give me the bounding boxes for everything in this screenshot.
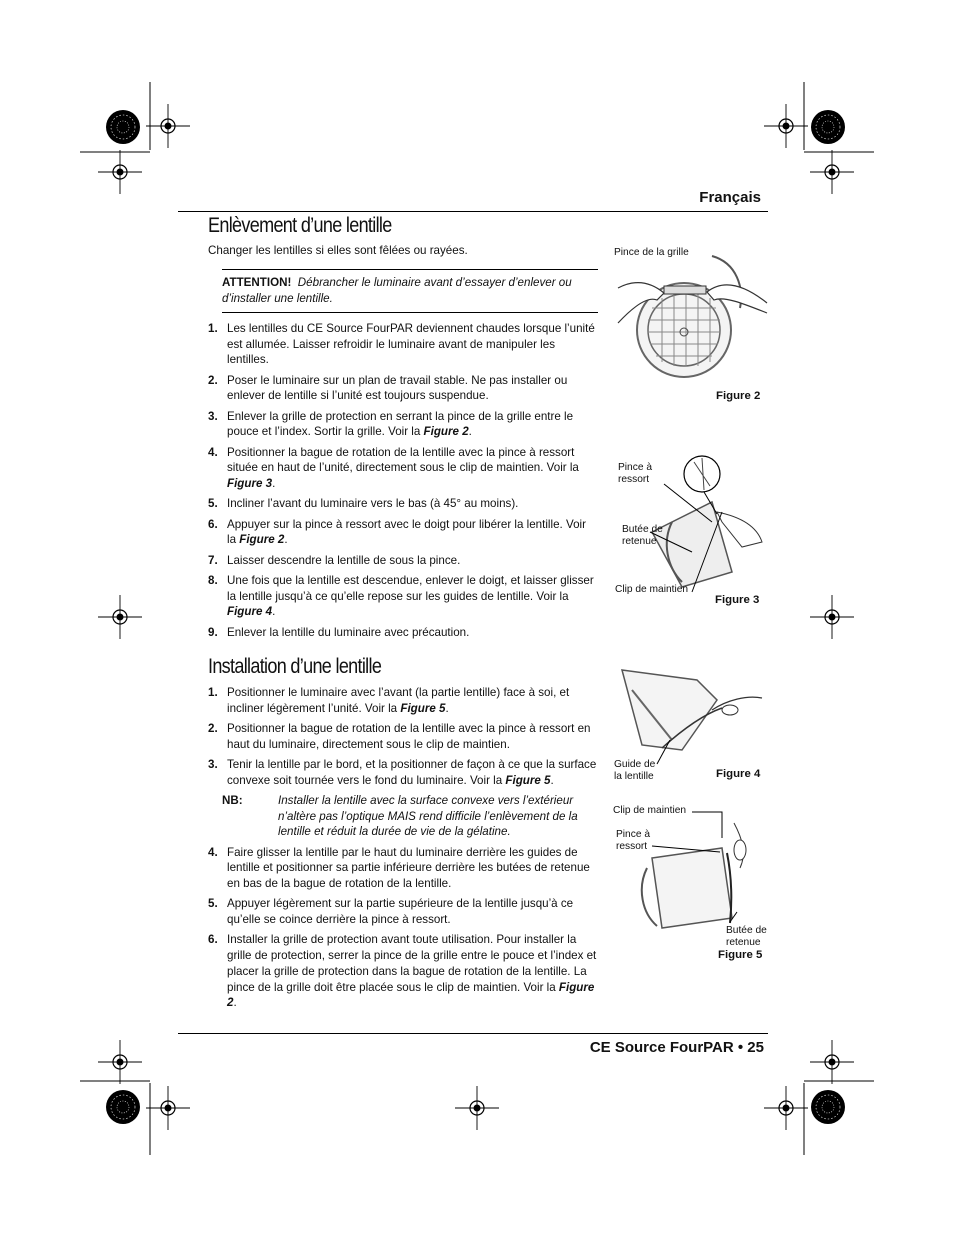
step-text: Laisser descendre la lentille de sous la pince.	[227, 553, 461, 567]
step-text: Appuyer légèrement sur la partie supérieure de la lentille jusqu’à ce qu’elle se coince derrière la pince à ressort.	[227, 897, 574, 927]
step-text: Incliner l’avant du luminaire vers le bas (à 45° au moins).	[227, 497, 519, 511]
step-end: .	[284, 533, 288, 547]
star-target-icon	[811, 1090, 845, 1124]
attention-label: ATTENTION!	[222, 276, 292, 289]
step-item	[208, 845, 598, 892]
section-title-removal: Enlèvement d’une lentille	[208, 214, 392, 237]
figure-2-illustration	[612, 248, 772, 383]
step-item	[208, 517, 598, 548]
note-text: Installer la lentille avec la surface convexe vers l’extérieur n’altère pas l’optique MAIS rend difficile l’enlèvement de la lentille et réduit la durée de vie de la gélatine.	[278, 794, 578, 839]
figure-reference: Figure 5	[400, 701, 446, 715]
step-number: 3.	[208, 409, 218, 423]
step-end: .	[272, 605, 276, 619]
step-text: Positionner la bague de rotation de la lentille avec la pince à ressort située en haut de l’unité, directement sous le clip de maintien. Voir la	[227, 445, 579, 475]
step-end: .	[233, 996, 237, 1010]
step-text: Enlever la grille de protection en serrant la pince de la grille entre le pouce et l’index. Sortir la grille. Voir la	[227, 409, 574, 439]
star-target-icon	[106, 1090, 140, 1124]
step-number: 2.	[208, 373, 218, 387]
step-item	[208, 721, 598, 752]
figure-reference: Figure 5	[505, 773, 551, 787]
step-end: .	[550, 773, 554, 787]
step-number: 2.	[208, 722, 218, 735]
step-text: Appuyer sur la pince à ressort avec le doigt pour libérer la lentille. Voir la	[227, 517, 586, 547]
crosshair-icon	[810, 1040, 854, 1084]
step-number: 1.	[208, 686, 218, 699]
figure-4-illustration	[612, 660, 772, 770]
crosshair-icon	[146, 1086, 190, 1130]
step-text: Positionner la bague de rotation de la lentille avec la pince à ressort en haut du luminaire, directement sous le clip de maintien.	[227, 722, 591, 751]
fig3-label-pince: Pince à ressort	[618, 462, 652, 485]
step-number: 7.	[208, 553, 218, 567]
step-text: Poser le luminaire sur un plan de travail stable. Ne pas installer ou enlever de lentille si l’unité est toujours suspendue.	[227, 373, 568, 403]
crosshair-icon	[455, 1086, 499, 1130]
fig3-label-clip: Clip de maintien	[615, 584, 689, 595]
step-item	[208, 573, 598, 620]
step-text: Les lentilles du CE Source FourPAR deviennent chaudes lorsque l’unité est allumée. Laisser refroidir le luminaire avant de manipuler les lentilles.	[227, 322, 595, 367]
crosshair-icon	[98, 150, 142, 194]
intro-text: Changer les lentilles si elles sont fêlées ou rayées.	[208, 244, 468, 257]
figure-2-caption: Figure 2	[716, 390, 761, 402]
step-number: 4.	[208, 445, 218, 459]
crosshair-icon	[98, 595, 142, 639]
language-header: Français	[699, 189, 761, 206]
step-text: Positionner le luminaire avec l’avant (la partie lentille) face à soi, et incliner légèrement l’unité. Voir la	[227, 686, 570, 715]
figure-3-caption: Figure 3	[715, 594, 760, 606]
fig3-label-butee: Butée de retenue	[622, 524, 663, 547]
step-item	[208, 625, 598, 641]
step-text: Faire glisser la lentille par le haut du luminaire derrière les guides de lentille et positionner sa partie inférieure derrière les butées de retenue en bas de la bague de rotation de la lentille.	[227, 845, 590, 891]
crosshair-icon	[810, 595, 854, 639]
fig5-label-butee: Butée de retenue	[726, 925, 767, 948]
figure-4-caption: Figure 4	[716, 768, 761, 780]
attention-bottom-rule	[222, 312, 598, 313]
step-text: Enlever la lentille du luminaire avec précaution.	[227, 625, 470, 639]
step-number: 5.	[208, 897, 218, 911]
figure-5-caption: Figure 5	[718, 949, 763, 961]
step-end: .	[272, 477, 276, 491]
step-text: Tenir la lentille par le bord, et la positionner de façon à ce que la surface convexe soit tournée vers le fond du luminaire. Voir la	[227, 758, 597, 787]
fig5-label-pince: Pince à ressort	[616, 829, 650, 852]
step-item	[208, 445, 598, 492]
step-number: 3.	[208, 758, 218, 771]
fig4-label-guide: Guide de la lentille	[614, 759, 656, 782]
step-number: 1.	[208, 322, 218, 335]
fig5-label-clip: Clip de maintien	[613, 805, 687, 816]
crosshair-icon	[146, 104, 190, 148]
star-target-icon	[811, 110, 845, 144]
step-item	[208, 757, 598, 788]
step-item	[208, 321, 598, 368]
step-item	[208, 685, 598, 716]
note-label: NB:	[222, 794, 243, 807]
section-title-installation: Installation d’une lentille	[208, 655, 382, 678]
fig2-label-grille: Pince de la grille	[614, 247, 689, 258]
figure-reference: Figure 3	[227, 477, 273, 491]
step-number: 8.	[208, 574, 218, 587]
crosshair-icon	[98, 1040, 142, 1084]
step-item	[208, 496, 598, 512]
crosshair-icon	[764, 104, 808, 148]
step-end: .	[445, 701, 449, 715]
step-item	[208, 409, 598, 440]
step-item	[208, 896, 598, 927]
step-text: Une fois que la lentille est descendue, enlever le doigt, et laisser glisser la lentille jusqu’à ce qu’elle repose sur les guides de lentille. Voir la	[227, 574, 594, 603]
removal-steps	[208, 321, 598, 645]
step-end: .	[468, 425, 472, 439]
header-rule	[178, 211, 768, 212]
attention-box	[222, 275, 594, 307]
figure-reference: Figure 2	[423, 425, 469, 439]
figure-reference: Figure 2	[239, 533, 285, 547]
crosshair-icon	[810, 150, 854, 194]
step-text: Installer la grille de protection avant toute utilisation. Pour installer la grille de protection, serrer la pince de la grille entre le pouce et l’index et placer la grille de protection dans la bague de rotation de la lentille. La pince de la grille doit être placée sous le clip de maintien. Voir la	[227, 933, 597, 994]
crosshair-icon	[764, 1086, 808, 1130]
page-footer: CE Source FourPAR • 25	[589, 1039, 764, 1056]
step-number: 6.	[208, 517, 218, 531]
note-block	[222, 793, 598, 840]
installation-steps	[208, 685, 598, 1016]
attention-text: Débrancher le luminaire avant d’essayer d’enlever ou d’installer une lentille.	[222, 276, 572, 305]
step-item	[208, 932, 598, 1011]
star-target-icon	[106, 110, 140, 144]
step-item	[208, 373, 598, 404]
step-number: 4.	[208, 845, 218, 859]
attention-top-rule	[222, 269, 598, 270]
step-number: 6.	[208, 933, 218, 947]
figure-reference: Figure 2	[227, 980, 595, 1010]
figure-reference: Figure 4	[227, 605, 273, 619]
step-number: 9.	[208, 625, 218, 639]
footer-rule	[178, 1033, 768, 1034]
step-item	[208, 553, 598, 569]
step-number: 5.	[208, 497, 218, 511]
